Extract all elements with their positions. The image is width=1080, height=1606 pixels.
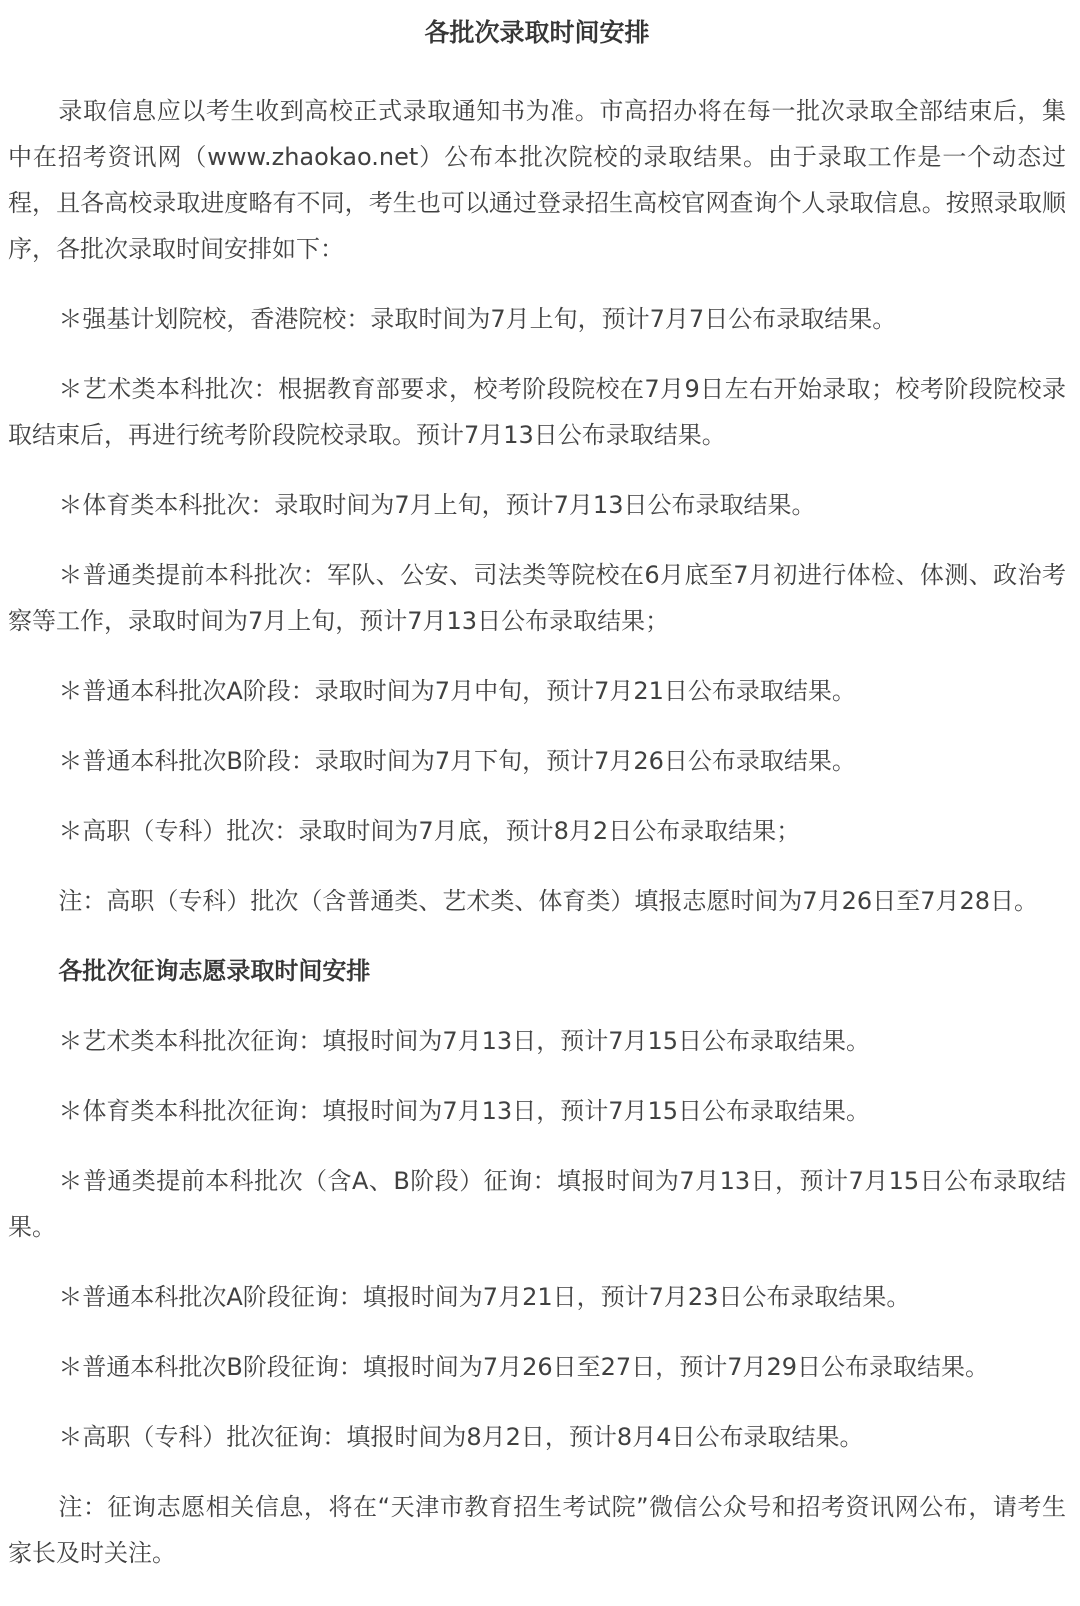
- inquiry-item-early-undergrad: ＊普通类提前本科批次（含A、B阶段）征询：填报时间为7月13日，预计7月15日公布录取结果。: [8, 1167, 1066, 1241]
- batch-item-qiangji: ＊强基计划院校，香港院校：录取时间为7月上旬，预计7月7日公布录取结果。: [58, 305, 897, 333]
- inquiry-item-vocational: ＊高职（专科）批次征询：填报时间为8月2日，预计8月4日公布录取结果。: [58, 1423, 864, 1451]
- subheading-inquiry: 各批次征询志愿录取时间安排: [58, 957, 371, 985]
- inquiry-note: 注：征询志愿相关信息，将在“天津市教育招生考试院”微信公众号和招考资讯网公布，请考生家长及时关注。: [8, 1493, 1066, 1567]
- inquiry-item-art: ＊艺术类本科批次征询：填报时间为7月13日，预计7月15日公布录取结果。: [58, 1027, 871, 1055]
- batch-item-art: ＊艺术类本科批次：根据教育部要求，校考阶段院校在7月9日左右开始录取；校考阶段院校录取结束后，再进行统考阶段院校录取。预计7月13日公布录取结果。: [8, 375, 1066, 449]
- batch-item-early-undergrad: ＊普通类提前本科批次：军队、公安、司法类等院校在6月底至7月初进行体检、体测、政治考察等工作，录取时间为7月上旬，预计7月13日公布录取结果；: [8, 561, 1066, 635]
- batch-item-vocational: ＊高职（专科）批次：录取时间为7月底，预计8月2日公布录取结果；: [58, 817, 801, 845]
- inquiry-item-undergrad-b: ＊普通本科批次B阶段征询：填报时间为7月26日至27日，预计7月29日公布录取结果。: [58, 1353, 990, 1381]
- intro-paragraph: 录取信息应以考生收到高校正式录取通知书为准。市高招办将在每一批次录取全部结束后，集中在招考资讯网（www.zhaokao.net）公布本批次院校的录取结果。由于录取工作是一个动态过程，且各高校录取进度略有不同，考生也可以通过登录招生高校官网查询个人录取信息。按照录取顺序，各批次录取时间安排如下：: [8, 97, 1066, 263]
- batch-item-undergrad-b: ＊普通本科批次B阶段：录取时间为7月下旬，预计7月26日公布录取结果。: [58, 747, 856, 775]
- inquiry-item-undergrad-a: ＊普通本科批次A阶段征询：填报时间为7月21日，预计7月23日公布录取结果。: [58, 1283, 911, 1311]
- page-title: 各批次录取时间安排: [424, 18, 650, 47]
- inquiry-item-sports: ＊体育类本科批次征询：填报时间为7月13日，预计7月15日公布录取结果。: [58, 1097, 871, 1125]
- batch-item-undergrad-a: ＊普通本科批次A阶段：录取时间为7月中旬，预计7月21日公布录取结果。: [58, 677, 856, 705]
- batch-item-sports: ＊体育类本科批次：录取时间为7月上旬，预计7月13日公布录取结果。: [58, 491, 816, 519]
- batch-note: 注：高职（专科）批次（含普通类、艺术类、体育类）填报志愿时间为7月26日至7月28日。: [58, 887, 1039, 915]
